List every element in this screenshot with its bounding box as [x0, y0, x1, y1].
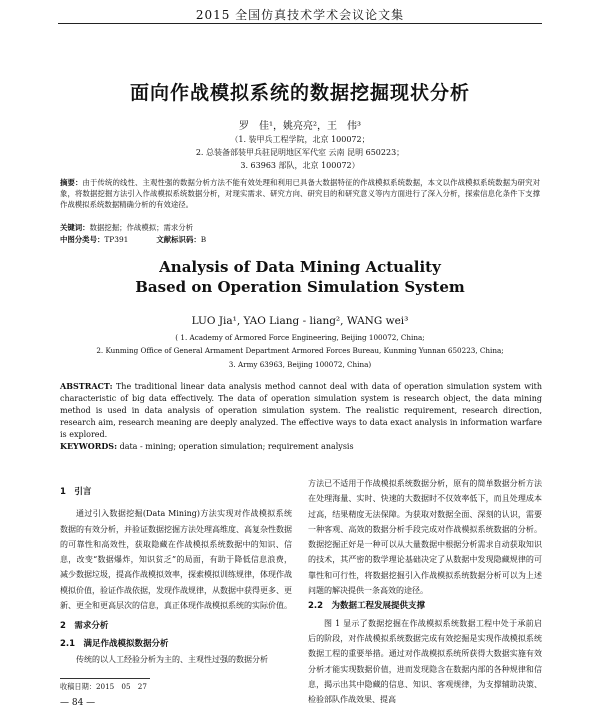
en-abstract-text: The traditional linear data analysis method cannot deal with data of operation simulation system with characteristic of big data effectively. The data of operation simulation system is research object, the data mining method is used in data analysis of operation simulation system. The realistic requirement, research direction, research aim, research meaning are deeply analyzed. The effective ways to data exact analysis in information warfare is explored. — [60, 382, 542, 439]
section-2-1-heading: 2.1 满足作战模拟数据分析 — [60, 638, 169, 649]
section-1-heading: 1 引言 — [60, 487, 92, 497]
footnote-rule — [60, 678, 150, 679]
section-2-heading: 2 需求分析 — [60, 621, 109, 632]
right-paragraph-2: 图 1 显示了数据挖掘在作战模拟系统数据工程中处于承前启后的阶段，对作战模拟系统数据完成有效挖掘是实现作战模拟系统数据工程的重要举措。通过对作战模拟系统所获得大数据实施有效分析才能实现数据价值，进而发现隐含在数据内部的各种规律和信息，揭示出其中隐藏的信息、知识、客观规律，为支撑辅助决策、检验部队作战效果、提高 — [308, 618, 542, 705]
cn-class-label: 中图分类号： — [60, 235, 105, 244]
section-1-body: 通过引入数据挖掘(Data Mining)方法实现对作战模拟系统数据的有效分析，并验证数据挖掘方法处理高维度、高复杂性数据的可靠性和高效性，获取隐藏在作战模拟系统数据中的知识、信息，改变“数据爆炸，知识贫乏”的局面，有助于降低信息浪费，减少数据垃圾，提高作战模拟效率，探索模拟训练规律，体现作战模拟价值，验证作战依据，发现作战规律，从数据中获得更多、更新、更全和更高层次的信息，真正体现作战模拟系统的实际价值。 — [60, 509, 292, 611]
en-keywords-label: KEYWORDS: — [60, 441, 118, 451]
right-column — [308, 476, 542, 707]
en-title-line-2: Based on Operation Simulation System — [135, 278, 465, 296]
cn-abstract — [60, 177, 540, 210]
en-keywords — [60, 440, 542, 453]
en-authors: LUO Jia¹, YAO Liang - liang², WANG wei³ — [191, 315, 409, 327]
cn-authors: 罗 佳¹，姚亮亮²，王 伟³ — [238, 121, 362, 132]
cn-affiliation-1: （1. 装甲兵工程学院，北京 100072； — [230, 135, 370, 144]
cn-keywords-label: 关键词： — [60, 223, 90, 232]
header-rule — [58, 23, 542, 24]
cn-doc-label: 文献标识码： — [156, 235, 201, 244]
en-title-line-1: Analysis of Data Mining Actuality — [159, 258, 441, 276]
left-column — [60, 485, 292, 667]
cn-classification — [60, 234, 540, 245]
en-title — [0, 257, 600, 297]
en-affiliation-1: ( 1. Academy of Armored Force Engineering, Beijing 100072, China; — [175, 333, 425, 342]
en-affiliation-2: 2. Kunming Office of General Armament Department Armored Forces Bureau, Kunming Yunnan 650223, China; — [96, 346, 504, 355]
en-keywords-text: data - mining; operation simulation; requirement analysis — [119, 442, 354, 451]
cn-doc-code: B — [200, 235, 207, 244]
section-2-1-body: 传统的以人工经验分析为主的、主观性过强的数据分析 — [76, 654, 268, 664]
cn-keywords-text: 数据挖掘；作战模拟；需求分析 — [89, 223, 194, 232]
cn-abstract-label: 摘要： — [60, 178, 83, 187]
cn-class-number: TP391 — [104, 235, 129, 244]
cn-keywords — [60, 222, 540, 233]
right-paragraph-1: 方法已不适用于作战模拟系统数据分析，原有的简单数据分析方法在处理海量、实时、快速的大数据时不仅效率低下，而且处理成本过高，结果精度无法保障。为获取对数据全面、深刻的认识，需要一种客观、高效的数据分析手段完成对作战模拟系统数据的分析。数据挖掘正好是一种可以从大量数据中根据分析需求自动获取知识的技术，其严密的数学理论基础决定了从数据中发现隐藏规律的可靠性和可行性，将数据挖掘引入作战模拟系统数据分析可以为上述问题的解决提供一条高效的途径。 — [308, 479, 542, 596]
cn-title: 面向作战模拟系统的数据挖掘现状分析 — [129, 82, 470, 104]
en-affiliation-3: 3. Army 63963, Beijing 100072, China) — [228, 360, 372, 369]
cn-affiliation-3: 3. 63963 部队，北京 100072） — [240, 161, 360, 170]
en-abstract-label: ABSTRACT: — [60, 381, 113, 391]
cn-abstract-text: 由于传统的线性、主观性强的数据分析方法不能有效处理和利用已具备大数据特征的作战模拟系统数据，本文以作战模拟系统数据为研究对象，将数据挖掘方法引入作战模拟系统数据分析，对现实需求、研究方向、研究目的和研究意义等内方面进行了深入分析，探索信息化条件下支撑作战模拟系统数据精确分析的有效途径。 — [60, 178, 540, 209]
en-abstract — [60, 380, 542, 441]
page-number: — 84 — — [60, 698, 96, 708]
cn-affiliation-2: 2. 总装备部装甲兵驻昆明地区军代室 云南 昆明 650223； — [195, 148, 405, 157]
running-header: 2015 全国仿真技术学术会议论文集 — [195, 8, 405, 22]
section-2-2-heading: 2.2 为数据工程发展提供支撑 — [308, 601, 426, 612]
received-date: 收稿日期：2015 05 27 — [60, 682, 147, 691]
